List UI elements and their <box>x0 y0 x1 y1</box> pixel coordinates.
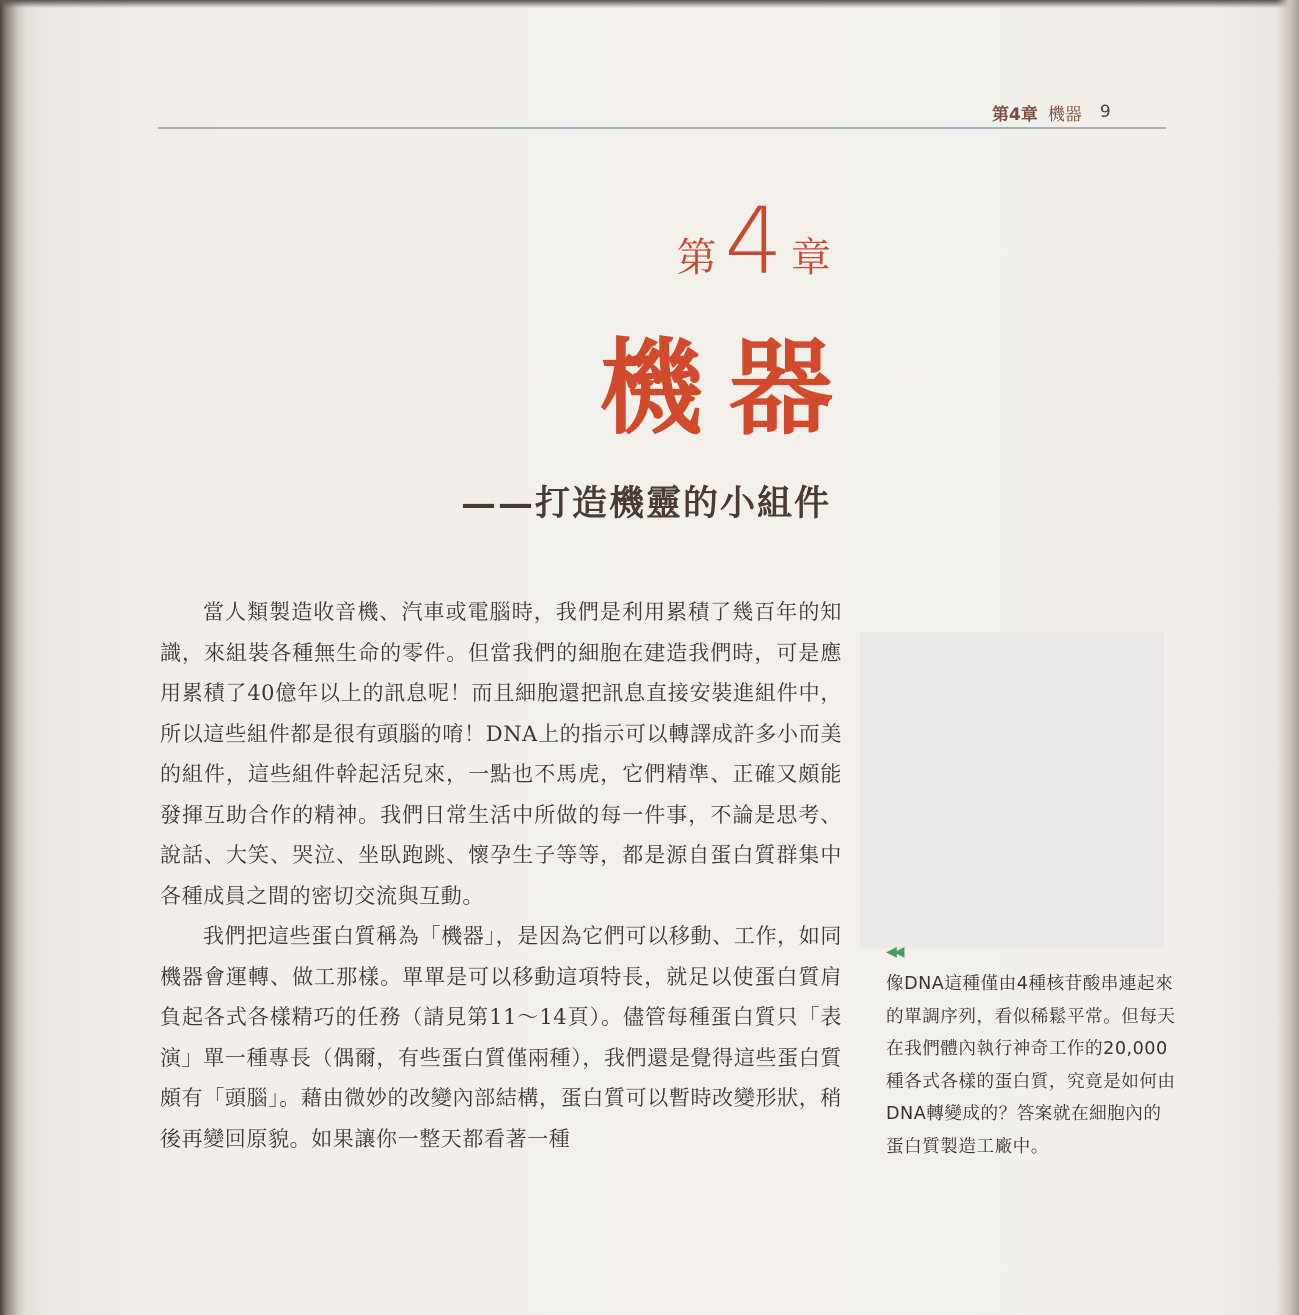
chapter-number: 4 <box>724 188 783 295</box>
body-paragraph: 我們把這些蛋白質稱為「機器」，是因為它們可以移動、工作，如同機器會運轉、做工那樣。單單是可以移動這項特長，就足以使蛋白質肩負起各式各樣精巧的任務（請見第11～14頁）。儘管每種蛋白質只「表演」單一種專長（偶爾，有些蛋白質僅兩種），我們還是覺得這些蛋白質頗有「頭腦」。藉由微妙的改變內部結構，蛋白質可以暫時改變形狀，稍後再變回原貌。如果讓你一整天都看著一種 <box>160 924 842 1151</box>
right-edge-shadow <box>1277 0 1299 1315</box>
double-arrow-left-icon: ◀◀ <box>886 944 902 960</box>
chapter-label-suffix: 章 <box>791 235 831 281</box>
header-rule <box>158 127 1166 129</box>
sidebar-caption: 像DNA這種僅由4種核苷酸串連起來的單調序列，看似稀鬆平常。但每天在我們體內執行神奇工作的20,000種各式各樣的蛋白質，究竟是如何由DNA轉變成的？答案就在細胞內的蛋白質製造工廠中。 <box>886 974 1176 1157</box>
chapter-label <box>676 188 831 295</box>
running-header-title: 機器 <box>1047 104 1082 125</box>
chapter-subtitle: ——打造機靈的小組件 <box>460 483 831 524</box>
gutter-shadow <box>0 0 26 1315</box>
chapter-label-prefix: 第 <box>676 235 717 281</box>
running-header-chapter: 第4章 <box>992 104 1038 125</box>
running-header <box>992 98 1111 126</box>
body-text <box>160 592 842 1159</box>
page-number: 9 <box>1099 102 1111 122</box>
chapter-title: 機器 <box>598 327 859 449</box>
sidebar-shaded-box <box>860 632 1164 948</box>
top-edge-shadow <box>0 0 1299 8</box>
body-paragraph: 當人類製造收音機、汽車或電腦時，我們是利用累積了幾百年的知識，來組裝各種無生命的零件。但當我們的細胞在建造我們時，可是應用累積了40億年以上的訊息呢！而且細胞還把訊息直接安裝進組件中，所以這些組件都是很有頭腦的唷！DNA上的指示可以轉譯成許多小而美的組件，這些組件幹起活兒來，一點也不馬虎，它們精準、正確又頗能發揮互助合作的精神。我們日常生活中所做的每一件事，不論是思考、說話、大笑、哭泣、坐臥跑跳、懷孕生子等等，都是源自蛋白質群集中各種成員之間的密切交流與互動。 <box>160 600 842 908</box>
